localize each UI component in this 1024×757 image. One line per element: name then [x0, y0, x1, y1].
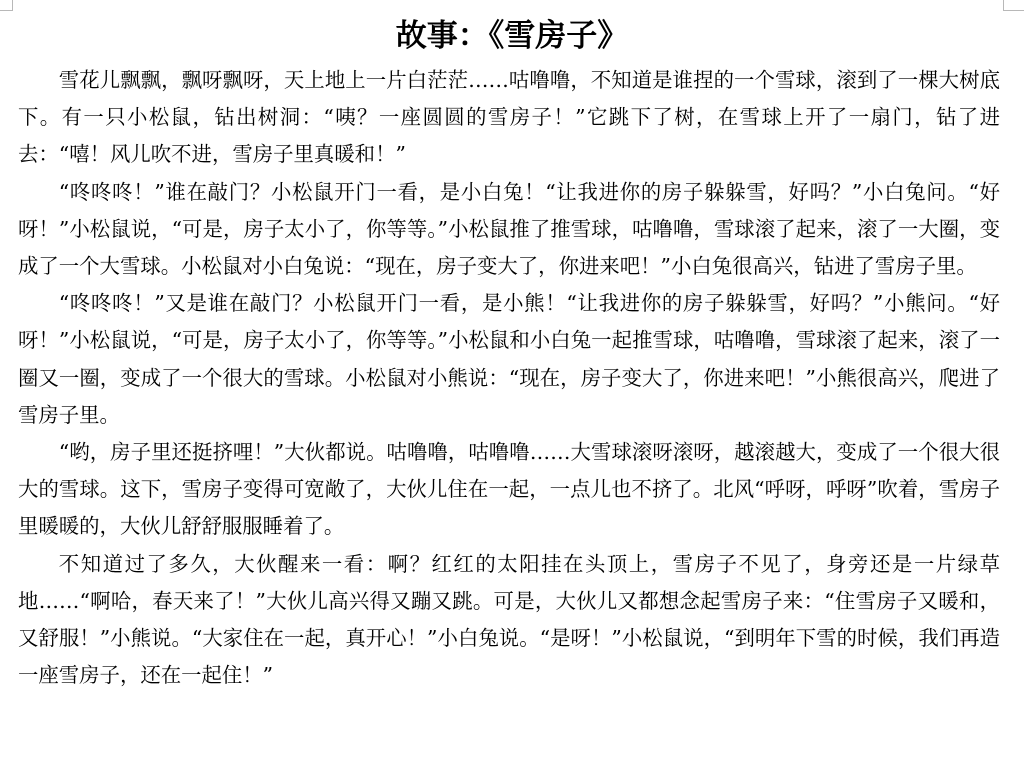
document-title: 故事：《雪房子》: [395, 18, 629, 54]
paragraph-5: 不知道过了多久，大伙醒来一看：啊？红红的太阳挂在头顶上，雪房子不见了，身旁还是一片绿草地……“啊哈，春天来了！”大伙儿高兴得又蹦又跳。可是，大伙儿又都想念起雪房子来：“住雪房子又暖和，又舒服！”小熊说。“大家住在一起，真开心！”小白兔说。“是呀！”小松鼠说，“到明年下雪的时候，我们再造一座雪房子，还在一起住！”: [18, 551, 1000, 688]
paragraph-4: “哟，房子里还挺挤哩！”大伙都说。咕噜噜，咕噜噜……大雪球滚呀滚呀，越滚越大，变成了一个很大很大的雪球。这下，雪房子变得可宽敞了，大伙儿住在一起，一点儿也不挤了。北风“呼呀，呼呀”吹着，雪房子里暖暖的，大伙儿舒舒服服睡着了。: [18, 440, 1000, 539]
paragraph-1: 雪花儿飘飘，飘呀飘呀，天上地上一片白茫茫……咕噜噜，不知道是谁捏的一个雪球，滚到了一棵大树底下。有一只小松鼠，钻出树洞：“咦？一座圆圆的雪房子！”它跳下了树，在雪球上开了一扇门，钻了进去：“嘻！风儿吹不进，雪房子里真暖和！”: [18, 68, 1000, 167]
paragraph-3: “咚咚咚！”又是谁在敲门？小松鼠开门一看，是小熊！“让我进你的房子躲躲雪，好吗？”小熊问。“好呀！”小松鼠说，“可是，房子太小了，你等等。”小松鼠和小白兔一起推雪球，咕噜噜，雪球滚了起来，滚了一圈又一圈，变成了一个很大的雪球。小松鼠对小熊说：“现在，房子变大了，你进来吧！”小熊很高兴，爬进了雪房子里。: [18, 291, 1000, 427]
crop-mark-top-right: [1003, 0, 1024, 11]
paragraph-2: “咚咚咚！”谁在敲门？小松鼠开门一看，是小白兔！“让我进你的房子躲躲雪，好吗？”小白兔问。“好呀！”小松鼠说，“可是，房子太小了，你等等。”小松鼠推了推雪球，咕噜噜，雪球滚了起来，滚了一大圈，变成了一个大雪球。小松鼠对小白兔说：“现在，房子变大了，你进来吧！”小白兔很高兴，钻进了雪房子里。: [18, 179, 1000, 279]
document-body: [18, 62, 1000, 694]
crop-mark-top-left: [0, 0, 13, 11]
